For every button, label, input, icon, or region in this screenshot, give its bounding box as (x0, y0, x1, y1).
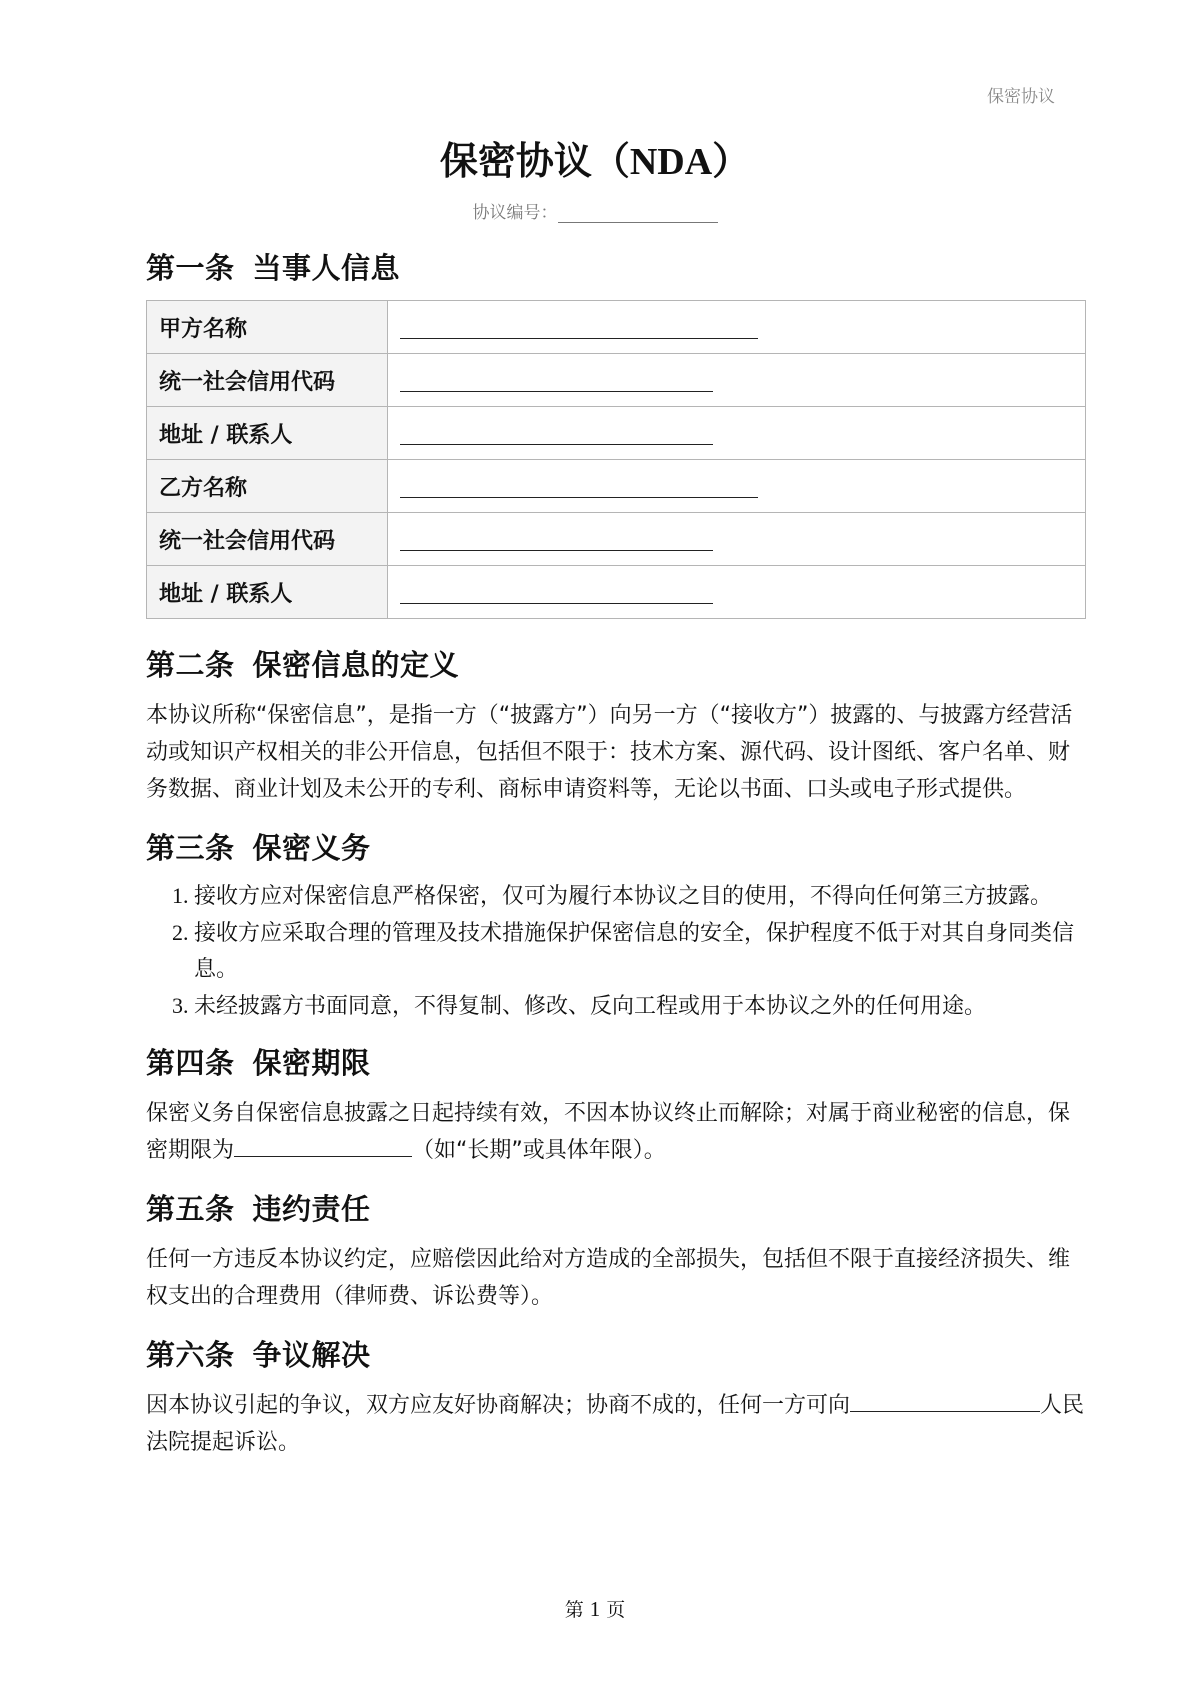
section-heading-5: 第五条 违约责任 (146, 1192, 371, 1226)
agreement-number-line (0, 198, 1190, 223)
table-row (147, 513, 1086, 566)
party-a-name-field[interactable] (388, 301, 1086, 354)
party-b-name-field[interactable] (388, 460, 1086, 513)
party-a-address-field[interactable] (388, 407, 1086, 460)
table-row (147, 301, 1086, 354)
document-body (146, 246, 1086, 1479)
list-item: 3. 未经披露方书面同意，不得复制、修改、反向工程或用于本协议之外的任何用途。 (194, 988, 1086, 1025)
page-footer: 第 1 页 (564, 1597, 626, 1621)
party-a-name-label: 甲方名称 (147, 301, 388, 354)
party-a-credit-code-field[interactable] (388, 354, 1086, 407)
obligations-list (146, 878, 1086, 1025)
agreement-number-blank[interactable] (558, 204, 718, 223)
party-a-address-label: 地址 / 联系人 (147, 407, 388, 460)
party-b-address-label: 地址 / 联系人 (147, 566, 388, 619)
document-title (0, 136, 1190, 187)
section-heading-6: 第六条 争议解决 (146, 1338, 371, 1372)
table-row (147, 354, 1086, 407)
title-abbrev: NDA (629, 141, 713, 183)
section-heading-1: 第一条 当事人信息 (146, 251, 401, 285)
liability-text: 任何一方违反本协议约定，应赔偿因此给对方造成的全部损失，包括但不限于直接经济损失、维权支出的合理费用（律师费、诉讼费等）。 (146, 1247, 1071, 1309)
court-blank-1[interactable] (850, 1387, 980, 1412)
parties-table (146, 300, 1086, 619)
section-heading-3: 第三条 保密义务 (146, 831, 371, 865)
dispute-resolution-text: 因本协议引起的争议，双方应友好协商解决；协商不成的，任何一方可向 人民法院提起诉讼。 (146, 1387, 1086, 1461)
header-running-title: 保密协议 (987, 87, 1055, 107)
page-number: 1 (589, 1597, 601, 1621)
court-blank-2[interactable] (980, 1387, 1040, 1412)
title-close: ） (712, 139, 751, 183)
term-blank[interactable] (234, 1132, 412, 1157)
agreement-number-label: 协议编号： (472, 203, 558, 223)
confidential-info-definition: 本协议所称“保密信息”，是指一方（“披露方”）向另一方（“接收方”）披露的、与披露方经营活动或知识产权相关的非公开信息，包括但不限于：技术方案、源代码、设计图纸、客户名单、财务数据、商业计划及未公开的专利、商标申请资料等，无论以书面、口头或电子形式提供。 (146, 703, 1073, 802)
table-row (147, 407, 1086, 460)
table-row (147, 460, 1086, 513)
list-item: 1. 接收方应对保密信息严格保密，仅可为履行本协议之目的使用，不得向任何第三方披露。 (194, 878, 1086, 915)
party-b-credit-code-field[interactable] (388, 513, 1086, 566)
section-heading-2: 第二条 保密信息的定义 (146, 648, 460, 682)
party-b-credit-code-label: 统一社会信用代码 (147, 513, 388, 566)
title-text: 保密协议（ (439, 139, 630, 183)
list-item: 2. 接收方应采取合理的管理及技术措施保护保密信息的安全，保护程度不低于对其自身同类信息。 (194, 915, 1086, 988)
party-b-address-field[interactable] (388, 566, 1086, 619)
table-row (147, 566, 1086, 619)
confidentiality-term-text: 保密义务自保密信息披露之日起持续有效，不因本协议终止而解除；对属于商业秘密的信息，保密期限为 （如“长期”或具体年限）。 (146, 1101, 1071, 1163)
party-a-credit-code-label: 统一社会信用代码 (147, 354, 388, 407)
party-b-name-label: 乙方名称 (147, 460, 388, 513)
section-heading-4: 第四条 保密期限 (146, 1046, 371, 1080)
